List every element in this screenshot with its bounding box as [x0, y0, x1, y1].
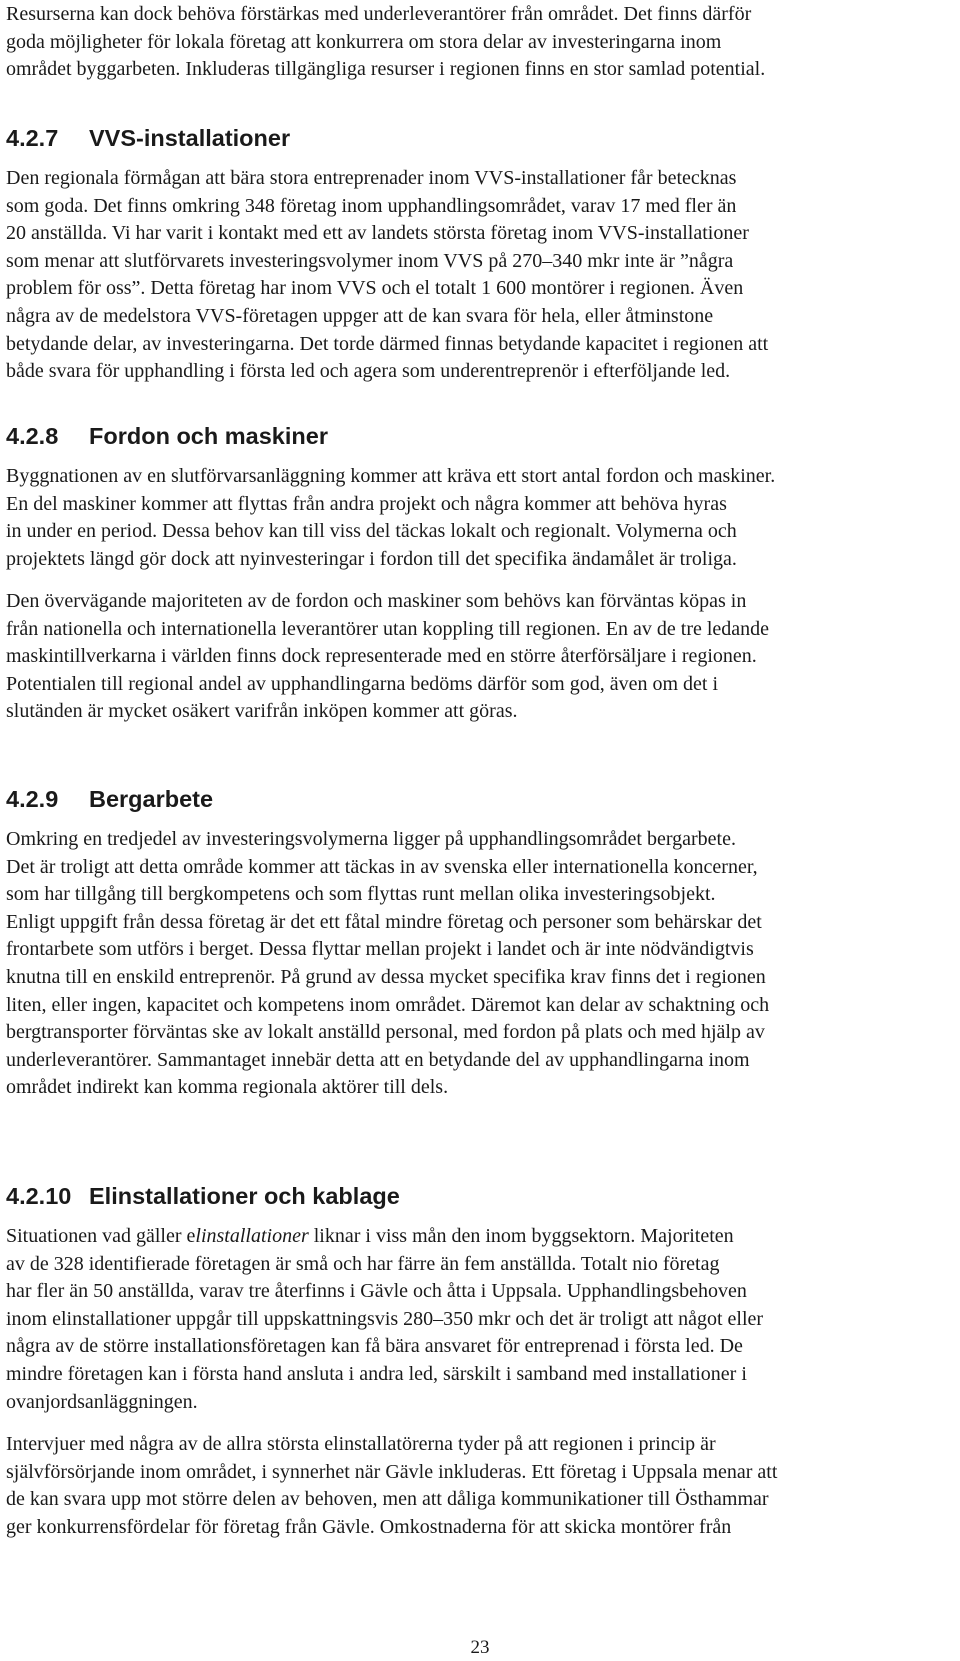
text-line: Enligt uppgift från dessa företag är det ett fåtal mindre företag och personer som behärskar det: [6, 910, 762, 933]
section-title: Bergarbete: [89, 786, 214, 812]
text-line: underleverantörer. Sammantaget innebär detta att en betydande del av upphandlingarna inom: [6, 1048, 750, 1071]
text-line: goda möjligheter för lokala företag att konkurrera om stora delar av investeringarna inom: [6, 30, 722, 53]
section-heading-elinstallationer: [6, 1181, 400, 1211]
text-line: några av de medelstora VVS-företagen uppger att de kan svara för hela, eller åtminstone: [6, 304, 714, 327]
text-line: Intervjuer med några av de allra största elinstallatörerna tyder på att regionen i princip är: [6, 1433, 716, 1455]
text-line: problem för oss”. Detta företag har inom VVS och el totalt 1 600 montörer i regionen. Även: [6, 277, 744, 300]
text-line: Potentialen till regional andel av upphandlingarna bedöms därför som god, även om det i: [6, 672, 719, 695]
text-line: området byggarbeten. Inkluderas tillgängliga resurser i regionen finns en stor samlad potential.: [6, 58, 766, 81]
text-fragment: liknar i viss mån den inom byggsektorn. Majoriteten: [313, 1225, 734, 1247]
text-line: En del maskiner kommer att flyttas från andra projekt och några kommer att behöva hyras: [6, 492, 727, 515]
text-line: [6, 1223, 763, 1251]
text-line: inom elinstallationer uppgår till uppskattningsvis 280–350 mkr och det är troligt att något eller: [6, 1307, 764, 1330]
text-line: in under en period. Dessa behov kan till viss del täckas lokalt och regionalt. Volymerna och: [6, 520, 737, 543]
text-line: har fler än 50 anställda, varav tre återfinns i Gävle och åtta i Uppsala. Upphandlingsbehoven: [6, 1280, 747, 1303]
section-heading-bergarbete: [6, 784, 213, 814]
text-line: projektets längd gör dock att nyinvesteringar i fordon till det specifika ändamålet är troliga.: [6, 547, 737, 570]
text-line: ovanjordsanläggningen.: [6, 1390, 198, 1413]
section-title: Elinstallationer och kablage: [89, 1183, 400, 1209]
text-line: Den övervägande majoriteten av de fordon och maskiner som behövs kan förväntas köpas in: [6, 590, 747, 612]
text-line: som menar att slutförvarets investeringsvolymer inom VVS på 270–340 mkr inte är ”några: [6, 249, 734, 272]
section-number: 4.2.8: [6, 423, 59, 449]
page-number: 23: [470, 1637, 490, 1658]
text-line: Omkring en tredjedel av investeringsvolymerna ligger på upphandlingsområdet bergarbete.: [6, 828, 736, 850]
text-line: Den regionala förmågan att bära stora entreprenader inom VVS-installationer får betecknas: [6, 167, 737, 189]
bergarbete-paragraph: [6, 826, 769, 1102]
text-line: frontarbete som utförs i berget. Dessa flyttar mellan projekt i landet och är inte nödvändigtvis: [6, 938, 754, 961]
text-line: som har tillgång till bergkompetens och som flyttas runt mellan olika investeringsobjekt.: [6, 883, 716, 906]
section-heading-fordon: [6, 421, 328, 451]
text-line: området indirekt kan komma regionala aktörer till dels.: [6, 1076, 449, 1099]
text-line: knutna till en enskild entreprenör. På grund av dessa mycket specifika krav finns det i regionen: [6, 965, 766, 988]
fordon-paragraph-2: [6, 588, 769, 726]
section-number: 4.2.9: [6, 786, 59, 812]
vvs-paragraph: [6, 165, 768, 386]
text-line: bergtransporter förväntas ske av lokalt anställd personal, med fordon på plats och med hjälp av: [6, 1021, 765, 1044]
fordon-paragraph-1: [6, 463, 775, 573]
section-number: 4.2.10: [6, 1183, 72, 1209]
text-line: 20 anställda. Vi har varit i kontakt med ett av landets största företag inom VVS-installationer: [6, 222, 749, 245]
text-line: självförsörjande inom området, i synnerhet när Gävle inkluderas. Ett företag i Uppsala menar att: [6, 1460, 778, 1483]
text-line: betydande delar, av investeringarna. Det torde därmed finnas betydande kapacitet i regionen att: [6, 332, 769, 355]
text-line: Byggnationen av en slutförvarsanläggning kommer att kräva ett stort antal fordon och maskiner.: [6, 465, 776, 487]
text-line: Det är troligt att detta område kommer att täckas in av svenska eller internationella koncerner,: [6, 855, 758, 878]
text-line: de kan svara upp mot större delen av behoven, men att dåliga kommunikationer till Östhammar: [6, 1488, 769, 1511]
text-line: maskintillverkarna i världen finns dock representerade med en större återförsäljare i regionen.: [6, 645, 757, 668]
text-line: ger konkurrensfördelar för företag från Gävle. Omkostnaderna för att skicka montörer från: [6, 1515, 732, 1538]
section-title: VVS-installationer: [89, 125, 291, 151]
text-line: Resurserna kan dock behöva förstärkas med underleverantörer från området. Det finns därför: [6, 3, 752, 25]
section-title: Fordon och maskiner: [89, 423, 328, 449]
elinstallationer-paragraph-2: [6, 1431, 777, 1541]
text-line: slutänden är mycket osäkert varifrån inköpen kommer att göras.: [6, 700, 518, 723]
text-line: både svara för upphandling i första led och agera som underentreprenör i efterföljande led.: [6, 360, 731, 383]
text-line: några av de större installationsföretagen kan få bära ansvaret för entreprenad i första led. De: [6, 1335, 743, 1358]
section-heading-vvs: [6, 123, 290, 153]
emphasized-term: linstallationer: [195, 1225, 309, 1247]
section-number: 4.2.7: [6, 125, 59, 151]
text-line: från nationella och internationella leverantörer utan koppling till regionen. En av de tre ledande: [6, 617, 770, 640]
text-fragment: Situationen vad gäller e: [6, 1225, 196, 1247]
text-line: som goda. Det finns omkring 348 företag inom upphandlingsområdet, varav 17 med fler än: [6, 194, 737, 217]
text-line: liten, eller ingen, kapacitet och kompetens inom området. Däremot kan delar av schaktning och: [6, 993, 770, 1016]
intro-paragraph: [6, 1, 765, 84]
elinstallationer-paragraph-1: [6, 1223, 763, 1416]
text-line: av de 328 identifierade företagen är små och har färre än fem anställda. Totalt nio företag: [6, 1252, 720, 1275]
text-line: mindre företagen kan i första hand ansluta i andra led, särskilt i samband med installationer i: [6, 1362, 747, 1385]
